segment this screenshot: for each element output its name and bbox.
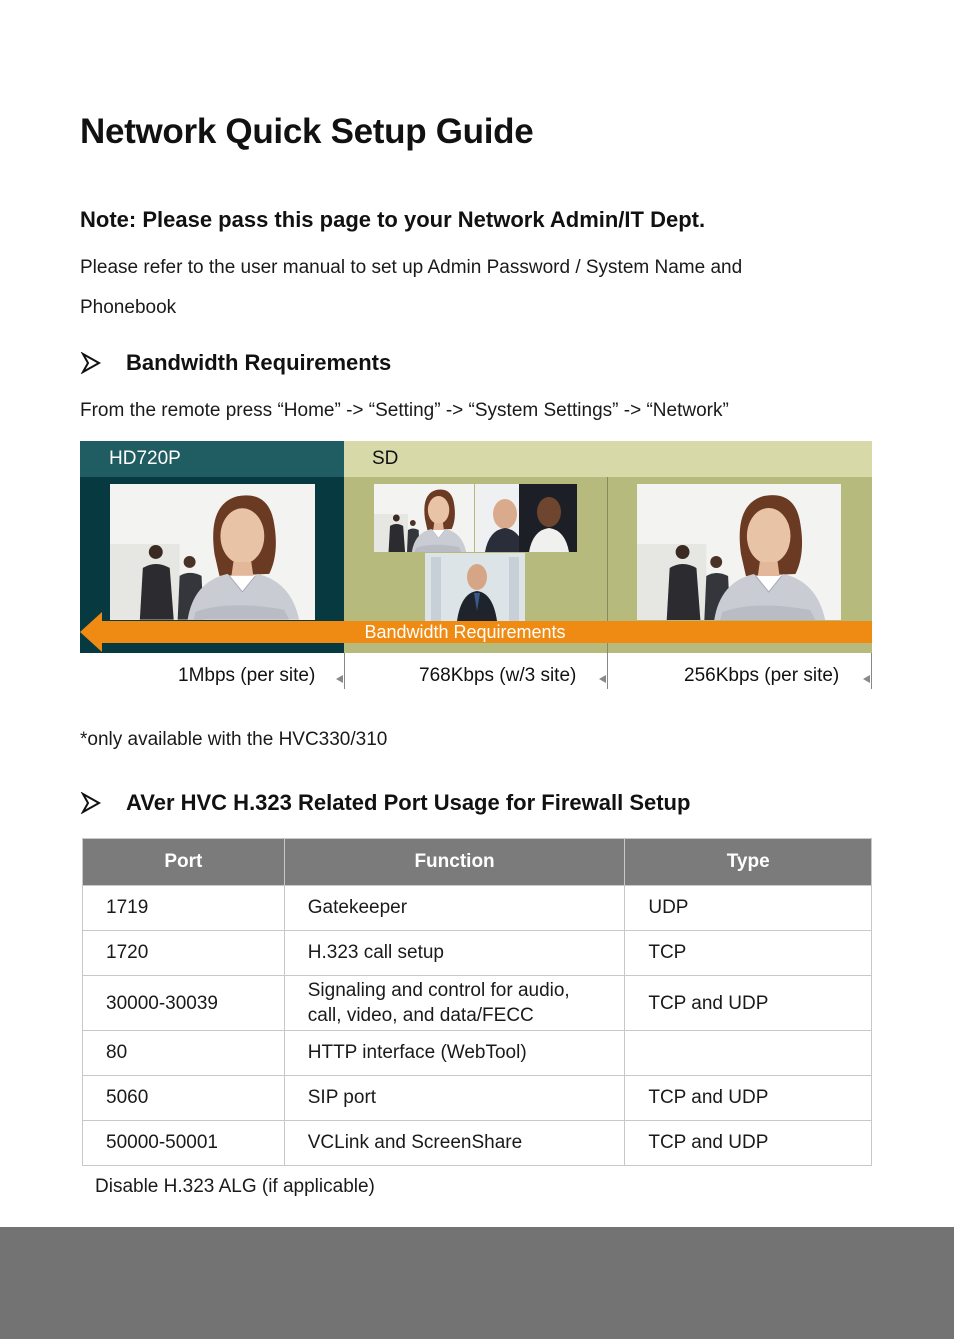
rate-hd-label: 1Mbps (per site)	[178, 665, 316, 686]
sd-multi-site-image-2	[475, 484, 577, 552]
function-cell: Gatekeeper	[284, 886, 625, 931]
bandwidth-section-heading	[80, 350, 391, 376]
rate-sd-multi-label: 768Kbps (w/3 site)	[419, 665, 577, 686]
port-cell: 1719	[83, 886, 285, 931]
table-row	[83, 886, 872, 931]
type-cell: TCP and UDP	[625, 1121, 872, 1166]
bandwidth-heading-text: Bandwidth Requirements	[126, 350, 392, 375]
scale-tick	[871, 653, 872, 689]
sd-label: SD	[372, 448, 399, 469]
ports-section-heading	[80, 790, 690, 816]
port-cell: 1720	[83, 931, 285, 976]
function-cell: HTTP interface (WebTool)	[284, 1031, 625, 1076]
page-title: Network Quick Setup Guide	[80, 112, 534, 151]
bandwidth-arrowhead-icon	[80, 612, 102, 652]
function-cell: VCLink and ScreenShare	[284, 1121, 625, 1166]
intro-text-line-1: Please refer to the user manual to set up Admin Password / System Name and	[80, 257, 743, 278]
intro-text-line-2: Phonebook	[80, 297, 177, 318]
hd720p-header	[80, 441, 344, 477]
type-cell: TCP	[625, 931, 872, 976]
remote-instruction: From the remote press “Home” -> “Setting” -> “System Settings” -> “Network”	[80, 400, 729, 421]
arrowhead-bullet-icon	[80, 352, 102, 374]
column-header-type: Type	[625, 839, 872, 886]
table-row	[83, 1076, 872, 1121]
sd-single-participant-image	[637, 484, 841, 620]
type-cell	[625, 1031, 872, 1076]
function-cell: H.323 call setup	[284, 931, 625, 976]
alg-note: Disable H.323 ALG (if applicable)	[95, 1176, 375, 1197]
rate-sd-single-label: 256Kbps (per site)	[684, 665, 840, 686]
table-row	[83, 1031, 872, 1076]
admin-note: Note: Please pass this page to your Network Admin/IT Dept.	[80, 207, 706, 232]
rate-marker-icon	[599, 675, 606, 683]
bandwidth-bar-label: Bandwidth Requirements	[364, 622, 566, 642]
type-cell: UDP	[625, 886, 872, 931]
type-cell: TCP and UDP	[625, 976, 872, 1031]
ports-heading-text: AVer HVC H.323 Related Port Usage for Firewall Setup	[126, 790, 691, 815]
sd-multi-site-image-3	[425, 553, 525, 621]
hd-single-participant-image	[110, 484, 315, 620]
table-header-row	[83, 839, 872, 886]
bandwidth-diagram	[80, 441, 872, 689]
sd-header	[344, 441, 872, 477]
table-row	[83, 976, 872, 1031]
hd720p-label: HD720P	[109, 448, 181, 469]
function-cell: Signaling and control for audio, call, video, and data/FECC	[284, 976, 625, 1031]
port-cell: 80	[83, 1031, 285, 1076]
bandwidth-bar	[102, 621, 872, 643]
scale-tick	[344, 653, 345, 689]
arrowhead-bullet-icon	[80, 792, 102, 814]
port-usage-table	[82, 838, 872, 1166]
rate-marker-icon	[336, 675, 343, 683]
type-cell: TCP and UDP	[625, 1076, 872, 1121]
column-header-port: Port	[83, 839, 285, 886]
rate-marker-icon	[863, 675, 870, 683]
page-footer-band	[0, 1227, 954, 1339]
port-cell: 50000-50001	[83, 1121, 285, 1166]
scale-tick	[607, 653, 608, 689]
function-cell: SIP port	[284, 1076, 625, 1121]
availability-note: *only available with the HVC330/310	[80, 729, 388, 750]
table-row	[83, 931, 872, 976]
table-row	[83, 1121, 872, 1166]
port-cell: 30000-30039	[83, 976, 285, 1031]
column-header-function: Function	[284, 839, 625, 886]
port-cell: 5060	[83, 1076, 285, 1121]
sd-multi-site-image-1	[374, 484, 474, 552]
